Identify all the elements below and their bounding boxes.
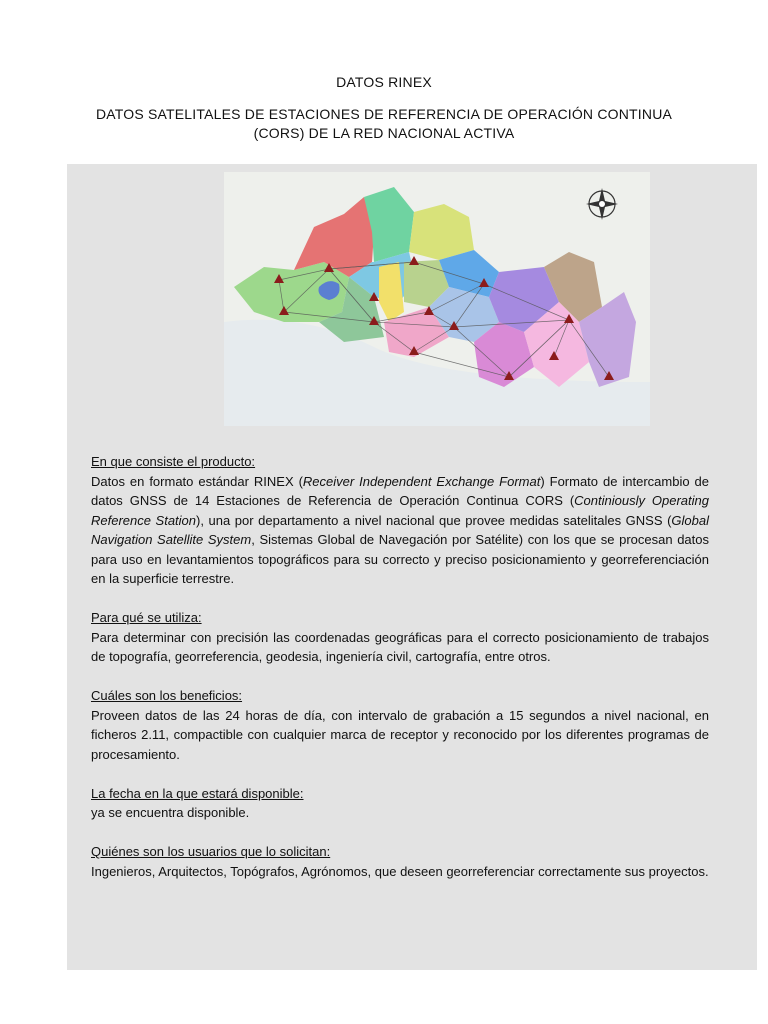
section-benefits [91, 686, 709, 764]
body-text: Datos en formato estándar RINEX ( [91, 473, 303, 489]
section-heading: Cuáles son los beneficios: [91, 688, 243, 703]
content-body [91, 452, 709, 901]
body-text: , Sistemas Global de Navegación por Satélite) con los que se procesan datos para uso en levantamientos topográficos para su correcto y preciso posicionamiento y georreferenciación en la superficie terrestre. [91, 532, 709, 586]
body-text: ) Formato de intercambio de datos GNSS de 14 Estaciones de Referencia de Operación Continua CORS ( [91, 473, 709, 508]
section-body: Proveen datos de las 24 horas de día, con intervalo de grabación a 15 segundos a nivel nacional, en ficheros 2.11, compactible con cualquier marca de receptor y reconocido por los diferentes programas de procesamiento. [91, 707, 709, 762]
section-heading: La fecha en la que estará disponible: [91, 785, 304, 801]
section-body: ya se encuentra disponible. [91, 805, 250, 820]
section-body [91, 472, 709, 589]
cors-network-map [224, 172, 650, 426]
document-subtitle: DATOS SATELITALES DE ESTACIONES DE REFERENCIA DE OPERACIÓN CONTINUA (CORS) DE LA RED NACIONAL ACTIVA [95, 106, 673, 141]
section-body: Para determinar con precisión las coordenadas geográficas para el correcto posicionamiento de trabajos de topografía, georreferencia, geodesia, ingeniería civil, cartografía, entre otros. [91, 629, 709, 664]
document-title: DATOS RINEX [336, 74, 432, 90]
section-heading: Quiénes son los usuarios que lo solicitan: [91, 844, 331, 859]
section-availability [91, 784, 709, 823]
body-italic: Global Navigation Satellite System [91, 512, 709, 547]
section-body: Ingenieros, Arquitectos, Topógrafos, Agrónomos, que deseen georreferenciar correctamente sus proyectos. [91, 863, 709, 879]
body-italic: Receiver Independent Exchange Format [302, 473, 541, 489]
section-users [91, 842, 709, 881]
body-italic: Continiously Operating Reference Station [91, 493, 709, 528]
section-usage [91, 608, 709, 667]
body-text: ), una por departamento a nivel nacional que provee medidas satelitales GNSS ( [196, 512, 672, 528]
map-graphic [224, 172, 650, 426]
section-heading: En que consiste el producto: [91, 454, 256, 469]
section-product [91, 452, 709, 589]
section-heading: Para qué se utiliza: [91, 610, 202, 625]
content-panel [67, 164, 757, 970]
